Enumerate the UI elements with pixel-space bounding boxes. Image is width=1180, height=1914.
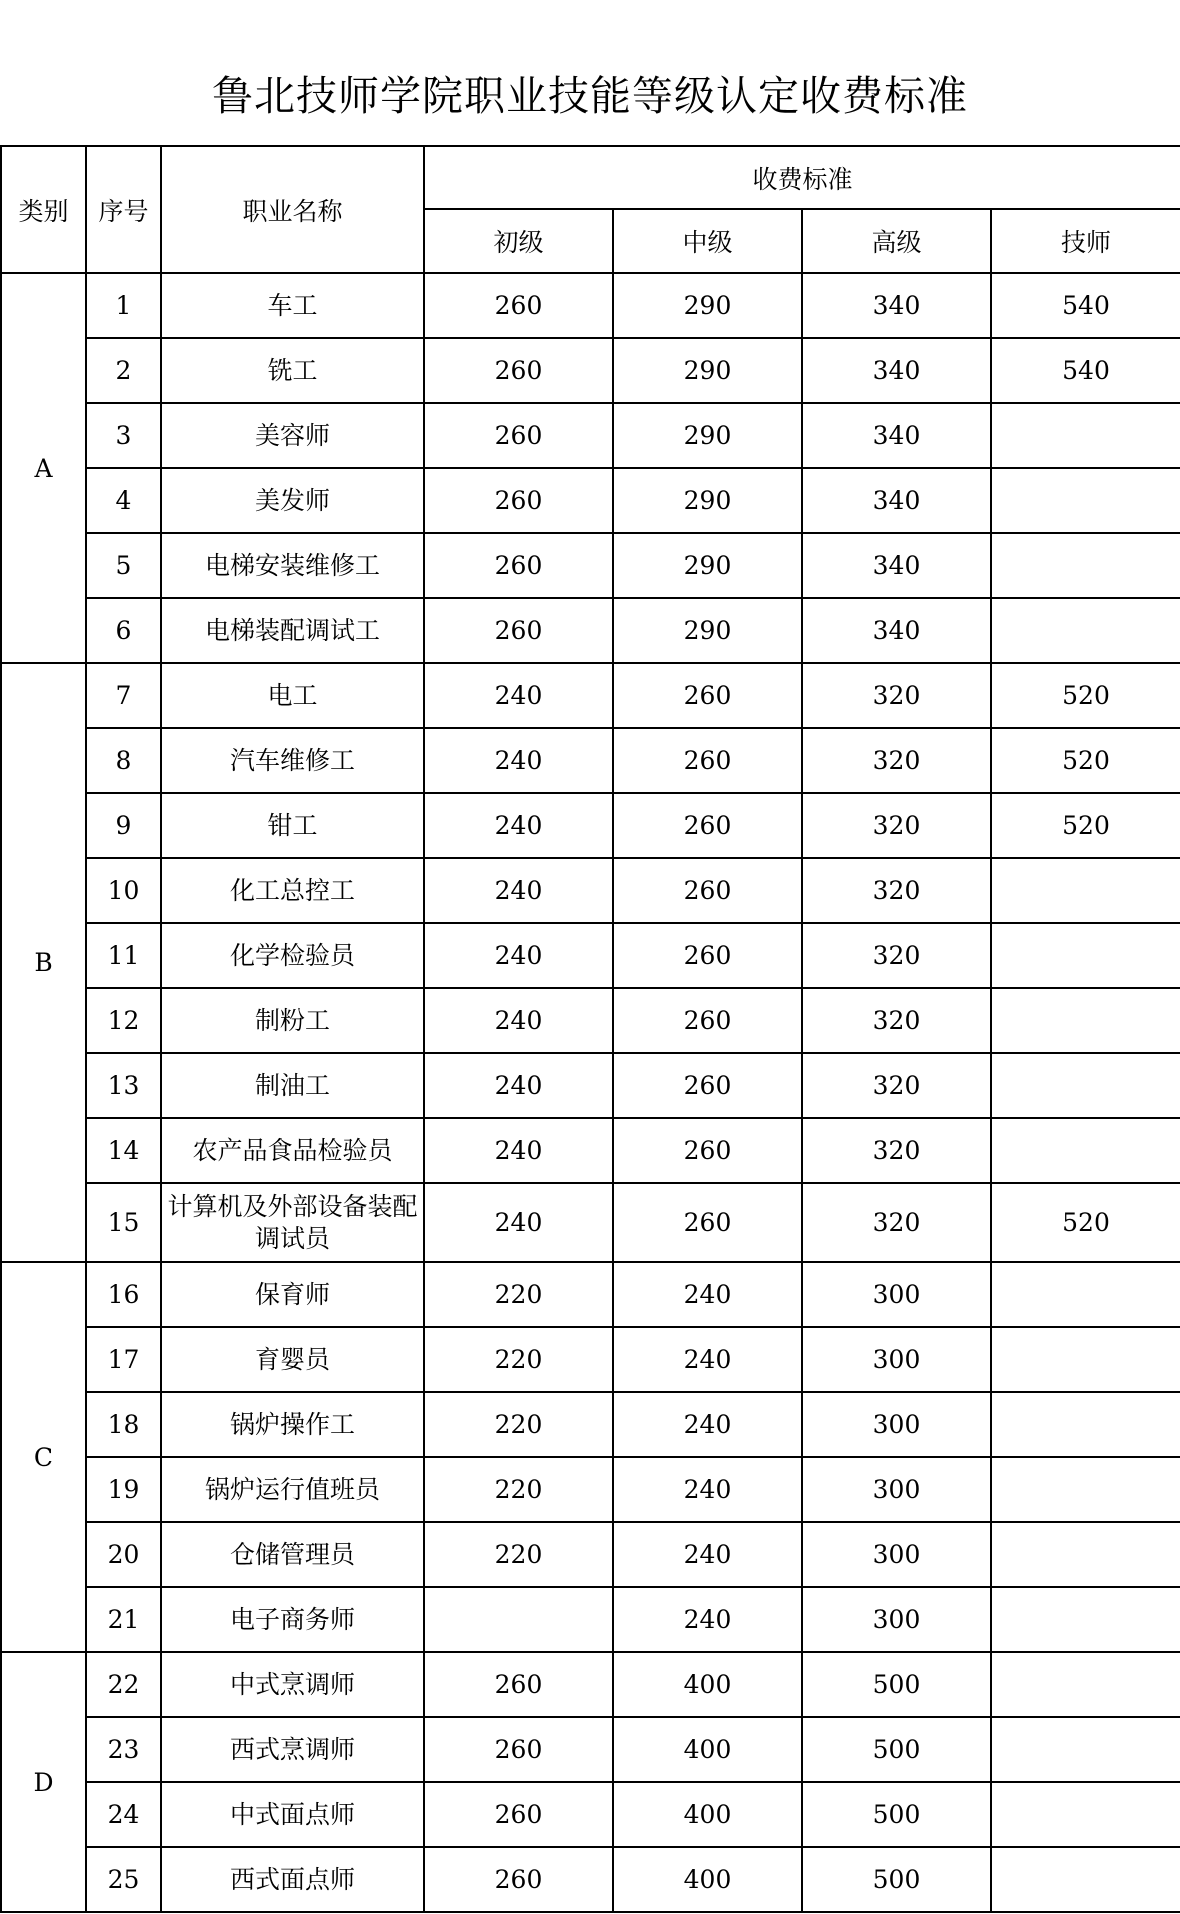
header-index: 序号 (86, 146, 161, 273)
fee-cell-advanced: 300 (802, 1457, 991, 1522)
fee-cell-basic: 240 (424, 988, 613, 1053)
index-cell: 7 (86, 663, 161, 728)
fee-cell-basic (424, 1587, 613, 1652)
fee-cell-intermediate: 400 (613, 1717, 802, 1782)
index-cell: 24 (86, 1782, 161, 1847)
fee-cell-intermediate: 290 (613, 338, 802, 403)
fee-cell-intermediate: 260 (613, 858, 802, 923)
fee-cell-technician (991, 1262, 1180, 1327)
category-cell: D (1, 1652, 86, 1912)
fee-cell-technician (991, 923, 1180, 988)
fee-cell-basic: 220 (424, 1262, 613, 1327)
index-cell: 9 (86, 793, 161, 858)
index-cell: 13 (86, 1053, 161, 1118)
fee-cell-advanced: 320 (802, 1183, 991, 1262)
fee-cell-intermediate: 240 (613, 1392, 802, 1457)
occupation-cell: 汽车维修工 (161, 728, 424, 793)
occupation-cell: 计算机及外部设备装配调试员 (161, 1183, 424, 1262)
fee-cell-intermediate: 260 (613, 663, 802, 728)
fee-cell-technician (991, 1782, 1180, 1847)
occupation-cell: 锅炉运行值班员 (161, 1457, 424, 1522)
index-cell: 14 (86, 1118, 161, 1183)
table-row (1, 533, 1180, 598)
fee-cell-advanced: 500 (802, 1717, 991, 1782)
fee-cell-technician (991, 1522, 1180, 1587)
fee-cell-basic: 240 (424, 793, 613, 858)
page-title: 鲁北技师学院职业技能等级认定收费标准 (212, 72, 968, 120)
fee-cell-technician (991, 403, 1180, 468)
fee-cell-basic: 260 (424, 533, 613, 598)
fee-cell-technician (991, 533, 1180, 598)
index-cell: 4 (86, 468, 161, 533)
occupation-cell: 仓储管理员 (161, 1522, 424, 1587)
table-row (1, 1392, 1180, 1457)
table-row (1, 273, 1180, 338)
fee-cell-technician (991, 1118, 1180, 1183)
fee-cell-basic: 220 (424, 1522, 613, 1587)
fee-cell-intermediate: 290 (613, 403, 802, 468)
table-row (1, 988, 1180, 1053)
table-row (1, 1717, 1180, 1782)
table-row (1, 663, 1180, 728)
fee-cell-basic: 240 (424, 1053, 613, 1118)
table-row (1, 1327, 1180, 1392)
fee-cell-advanced: 320 (802, 858, 991, 923)
fee-cell-advanced: 300 (802, 1262, 991, 1327)
table-row (1, 923, 1180, 988)
occupation-cell: 制粉工 (161, 988, 424, 1053)
fee-cell-technician: 540 (991, 273, 1180, 338)
table-row (1, 858, 1180, 923)
fee-cell-basic: 260 (424, 468, 613, 533)
occupation-cell: 电子商务师 (161, 1587, 424, 1652)
fee-cell-technician: 520 (991, 1183, 1180, 1262)
fee-cell-intermediate: 240 (613, 1522, 802, 1587)
occupation-cell: 育婴员 (161, 1327, 424, 1392)
fee-cell-advanced: 320 (802, 923, 991, 988)
fee-table-body (1, 273, 1180, 1912)
fee-cell-technician (991, 988, 1180, 1053)
table-row (1, 1457, 1180, 1522)
fee-cell-intermediate: 260 (613, 728, 802, 793)
table-row (1, 598, 1180, 663)
fee-cell-intermediate: 240 (613, 1457, 802, 1522)
index-cell: 19 (86, 1457, 161, 1522)
fee-cell-advanced: 300 (802, 1327, 991, 1392)
fee-cell-advanced: 500 (802, 1652, 991, 1717)
fee-cell-advanced: 320 (802, 793, 991, 858)
index-cell: 25 (86, 1847, 161, 1912)
occupation-cell: 西式烹调师 (161, 1717, 424, 1782)
occupation-cell: 电工 (161, 663, 424, 728)
fee-cell-technician (991, 1457, 1180, 1522)
fee-cell-advanced: 500 (802, 1847, 991, 1912)
table-row (1, 403, 1180, 468)
table-row (1, 1847, 1180, 1912)
occupation-cell: 锅炉操作工 (161, 1392, 424, 1457)
category-cell: A (1, 273, 86, 663)
fee-cell-intermediate: 240 (613, 1587, 802, 1652)
header-category: 类别 (1, 146, 86, 273)
fee-cell-basic: 260 (424, 1847, 613, 1912)
fee-cell-intermediate: 260 (613, 1118, 802, 1183)
header-occupation: 职业名称 (161, 146, 424, 273)
occupation-cell: 美发师 (161, 468, 424, 533)
header-level-technician: 技师 (991, 209, 1180, 273)
fee-cell-intermediate: 260 (613, 1183, 802, 1262)
fee-cell-intermediate: 400 (613, 1847, 802, 1912)
occupation-cell: 西式面点师 (161, 1847, 424, 1912)
fee-cell-basic: 220 (424, 1457, 613, 1522)
fee-cell-intermediate: 290 (613, 598, 802, 663)
table-row (1, 1782, 1180, 1847)
table-row (1, 1262, 1180, 1327)
fee-cell-technician: 520 (991, 793, 1180, 858)
fee-cell-intermediate: 290 (613, 533, 802, 598)
fee-cell-basic: 260 (424, 1717, 613, 1782)
index-cell: 5 (86, 533, 161, 598)
fee-cell-intermediate: 240 (613, 1327, 802, 1392)
fee-cell-advanced: 340 (802, 598, 991, 663)
fee-cell-advanced: 300 (802, 1587, 991, 1652)
table-row (1, 728, 1180, 793)
fee-cell-basic: 220 (424, 1392, 613, 1457)
fee-cell-technician (991, 1392, 1180, 1457)
occupation-cell: 农产品食品检验员 (161, 1118, 424, 1183)
fee-cell-advanced: 340 (802, 273, 991, 338)
fee-cell-technician (991, 1327, 1180, 1392)
fee-cell-basic: 260 (424, 598, 613, 663)
occupation-cell: 电梯安装维修工 (161, 533, 424, 598)
index-cell: 16 (86, 1262, 161, 1327)
fee-cell-advanced: 300 (802, 1522, 991, 1587)
occupation-cell: 中式面点师 (161, 1782, 424, 1847)
occupation-cell: 中式烹调师 (161, 1652, 424, 1717)
fee-table-header (1, 146, 1180, 273)
occupation-cell: 电梯装配调试工 (161, 598, 424, 663)
fee-table (0, 145, 1180, 1913)
occupation-cell: 美容师 (161, 403, 424, 468)
index-cell: 15 (86, 1183, 161, 1262)
fee-cell-basic: 260 (424, 1782, 613, 1847)
fee-cell-technician: 520 (991, 663, 1180, 728)
fee-cell-advanced: 500 (802, 1782, 991, 1847)
table-row (1, 793, 1180, 858)
index-cell: 11 (86, 923, 161, 988)
index-cell: 17 (86, 1327, 161, 1392)
category-cell: C (1, 1262, 86, 1652)
fee-cell-basic: 240 (424, 923, 613, 988)
fee-cell-basic: 240 (424, 728, 613, 793)
fee-cell-basic: 240 (424, 1118, 613, 1183)
occupation-cell: 车工 (161, 273, 424, 338)
table-row (1, 1522, 1180, 1587)
fee-cell-intermediate: 400 (613, 1652, 802, 1717)
fee-cell-intermediate: 290 (613, 273, 802, 338)
index-cell: 12 (86, 988, 161, 1053)
fee-cell-intermediate: 260 (613, 923, 802, 988)
header-fee-standard: 收费标准 (424, 146, 1180, 209)
fee-cell-technician: 520 (991, 728, 1180, 793)
fee-cell-advanced: 320 (802, 728, 991, 793)
index-cell: 3 (86, 403, 161, 468)
fee-cell-technician (991, 1847, 1180, 1912)
fee-cell-advanced: 300 (802, 1392, 991, 1457)
table-row (1, 1587, 1180, 1652)
occupation-cell: 化学检验员 (161, 923, 424, 988)
fee-cell-basic: 240 (424, 663, 613, 728)
occupation-cell: 钳工 (161, 793, 424, 858)
fee-cell-basic: 260 (424, 403, 613, 468)
fee-cell-advanced: 340 (802, 403, 991, 468)
fee-cell-intermediate: 260 (613, 1053, 802, 1118)
index-cell: 18 (86, 1392, 161, 1457)
fee-cell-technician: 540 (991, 338, 1180, 403)
header-level-intermediate: 中级 (613, 209, 802, 273)
index-cell: 23 (86, 1717, 161, 1782)
fee-cell-intermediate: 240 (613, 1262, 802, 1327)
table-row (1, 1183, 1180, 1262)
occupation-cell: 制油工 (161, 1053, 424, 1118)
index-cell: 22 (86, 1652, 161, 1717)
fee-cell-intermediate: 260 (613, 793, 802, 858)
index-cell: 1 (86, 273, 161, 338)
fee-cell-technician (991, 468, 1180, 533)
table-row (1, 1053, 1180, 1118)
table-row (1, 338, 1180, 403)
fee-cell-basic: 240 (424, 858, 613, 923)
table-row (1, 1118, 1180, 1183)
header-level-advanced: 高级 (802, 209, 991, 273)
fee-cell-basic: 260 (424, 273, 613, 338)
fee-cell-advanced: 340 (802, 468, 991, 533)
index-cell: 2 (86, 338, 161, 403)
fee-cell-basic: 220 (424, 1327, 613, 1392)
fee-cell-technician (991, 858, 1180, 923)
index-cell: 8 (86, 728, 161, 793)
occupation-cell: 铣工 (161, 338, 424, 403)
fee-cell-basic: 260 (424, 338, 613, 403)
fee-cell-advanced: 320 (802, 1053, 991, 1118)
fee-cell-technician (991, 1717, 1180, 1782)
index-cell: 21 (86, 1587, 161, 1652)
fee-cell-technician (991, 598, 1180, 663)
index-cell: 20 (86, 1522, 161, 1587)
index-cell: 10 (86, 858, 161, 923)
fee-cell-advanced: 340 (802, 338, 991, 403)
fee-cell-advanced: 340 (802, 533, 991, 598)
fee-cell-intermediate: 290 (613, 468, 802, 533)
fee-cell-basic: 240 (424, 1183, 613, 1262)
fee-cell-advanced: 320 (802, 988, 991, 1053)
table-row (1, 468, 1180, 533)
header-level-basic: 初级 (424, 209, 613, 273)
table-row (1, 1652, 1180, 1717)
occupation-cell: 化工总控工 (161, 858, 424, 923)
fee-cell-basic: 260 (424, 1652, 613, 1717)
occupation-cell: 保育师 (161, 1262, 424, 1327)
fee-cell-technician (991, 1587, 1180, 1652)
fee-cell-intermediate: 260 (613, 988, 802, 1053)
fee-cell-technician (991, 1053, 1180, 1118)
index-cell: 6 (86, 598, 161, 663)
fee-cell-advanced: 320 (802, 663, 991, 728)
fee-cell-advanced: 320 (802, 1118, 991, 1183)
fee-cell-intermediate: 400 (613, 1782, 802, 1847)
category-cell: B (1, 663, 86, 1262)
fee-cell-technician (991, 1652, 1180, 1717)
